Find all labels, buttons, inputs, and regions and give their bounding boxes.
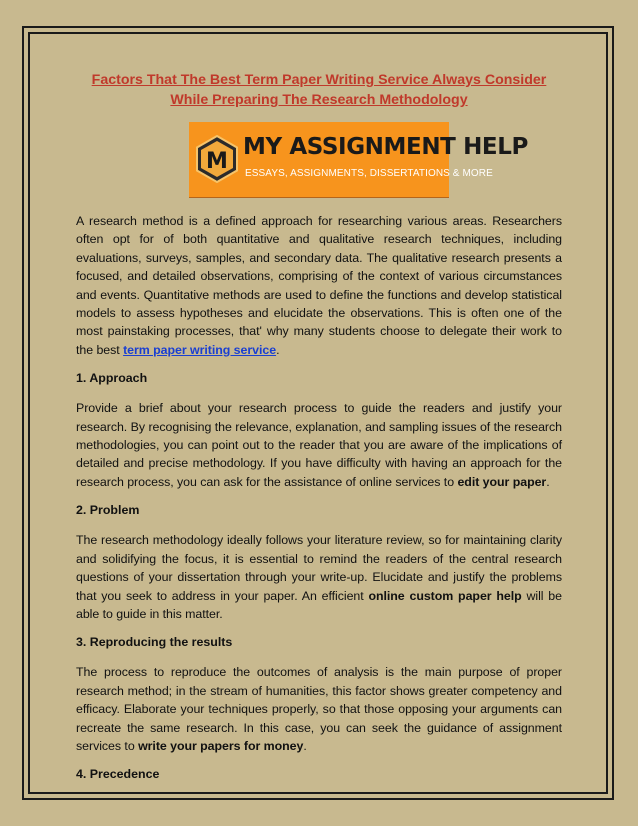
- section-problem-paragraph: [76, 531, 562, 623]
- section-heading-precedence: 4. Precedence: [76, 767, 160, 782]
- problem-bold: online custom paper help: [368, 588, 522, 603]
- document-title: [76, 70, 562, 110]
- logo-subtext: ESSAYS, ASSIGNMENTS, DISSERTATIONS & MORE: [245, 168, 493, 179]
- reproducing-end: .: [303, 738, 307, 753]
- section-heading-approach: 1. Approach: [76, 371, 148, 386]
- problem-end: will be able to guide in this matter.: [76, 588, 562, 621]
- approach-text: Provide a brief about your research process to guide the readers and justify your research. By recognising the relevance, explanation, and sampling issues of the research methodologies, you can point out to the reader that you are aware of the implications of detailed and precise methodology. If you have difficulty with having an approach for the research process, you can ask for the assistance of online services to: [76, 401, 562, 489]
- problem-text: The research methodology ideally follows your literature review, so for maintaining clarity and solidifying the focus, it is essential to remind the readers of the central research questions of your dissertation through your write-up. Elucidate and justify the problems that you seek to address in your paper. An efficient: [76, 533, 562, 603]
- section-heading-reproducing: 3. Reproducing the results: [76, 635, 233, 650]
- section-reproducing-paragraph: [76, 663, 562, 755]
- hexagon-m-icon: [195, 135, 239, 183]
- approach-bold: edit your paper: [457, 474, 547, 489]
- intro-paragraph: [76, 212, 562, 359]
- logo-main-text: MY ASSIGNMENT HELP: [243, 134, 528, 160]
- my-assignment-help-logo: [189, 122, 528, 198]
- logo-container: [76, 122, 562, 198]
- document-content: [76, 70, 562, 783]
- approach-end: .: [546, 474, 550, 489]
- intro-end: .: [276, 342, 280, 357]
- section-approach-paragraph: [76, 399, 562, 491]
- reproducing-text: The process to reproduce the outcomes of analysis is the main purpose of proper research method; in the stream of humanities, this factor shows greater competency and efficacy. Elaborate your techniques properly, so that those opposing your arguments can recreate the same research. In this case, you can seek the guidance of assignment services to: [76, 665, 562, 753]
- title-line-1: Factors That The Best Term Paper Writing Service Always Consider: [91, 72, 547, 88]
- reproducing-bold: write your papers for money: [138, 738, 304, 753]
- section-heading-problem: 2. Problem: [76, 503, 140, 518]
- intro-text: A research method is a defined approach for researching various areas. Researchers often opt for of both quantitative and qualitative research techniques, including evaluations, surveys, samples, and secondary data. The qualitative research presents a focused, and detailed observations, comprising of the context of various circumstances and events. Quantitative methods are used to define the functions and develop statistical models to assess hypotheses and elucidate the observations. This is often one of the most painstaking processes, that' why many students choose to delegate their work to the best: [76, 214, 562, 357]
- logo-letter: M: [206, 149, 228, 174]
- title-line-2: While Preparing The Research Methodology: [170, 92, 468, 108]
- term-paper-service-link[interactable]: term paper writing service: [123, 342, 277, 357]
